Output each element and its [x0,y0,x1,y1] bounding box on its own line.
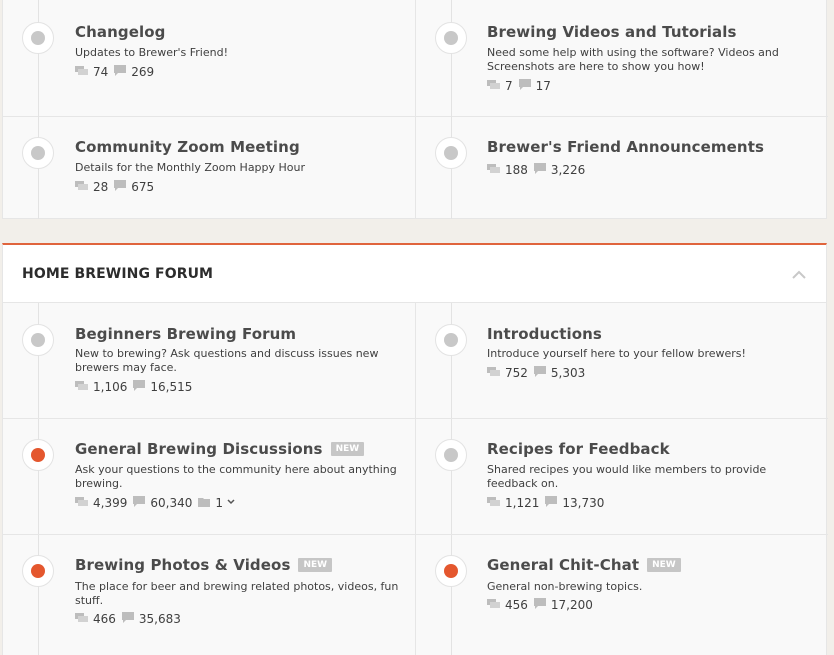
messages-count: 3,226 [550,163,586,177]
forum-stats [75,496,241,510]
new-badge: NEW [298,558,332,572]
messages-icon [133,496,145,510]
messages-icon [534,366,546,380]
row-divider [3,116,828,117]
threads-icon [75,496,88,510]
messages-count: 35,683 [138,612,181,626]
forum-stats [75,612,187,626]
row-divider [3,534,828,535]
column-divider [415,303,416,655]
forum-node-icon [435,555,467,587]
forum-node-icon [22,555,54,587]
messages-count: 60,340 [150,496,193,510]
forum-title[interactable]: Brewing Videos and Tutorials [487,23,737,41]
forum-title[interactable]: Community Zoom Meeting [75,138,300,156]
messages-icon [122,612,134,626]
threads-icon [487,598,500,612]
folder-icon [198,496,210,510]
forum-description: Shared recipes you would like members to provide feedback on. [487,463,767,490]
messages-count: 13,730 [562,496,605,510]
subforums-count: 1 [215,496,223,510]
forum-block-top [2,0,827,219]
forum-title[interactable]: Changelog [75,23,166,41]
forum-title[interactable]: Recipes for Feedback [487,440,670,458]
messages-icon [114,180,126,194]
threads-icon [487,366,500,380]
column-divider [415,0,416,219]
new-badge: NEW [647,558,681,572]
forum-item-recipes-feedback[interactable] [487,440,670,458]
forum-node-icon [22,22,54,54]
messages-icon [114,65,126,79]
messages-count: 675 [131,180,155,194]
forum-title[interactable]: Introductions [487,325,602,343]
threads-count: 1,121 [505,496,540,510]
forum-title[interactable]: Brewing Photos & Videos [75,556,291,574]
forum-description: Updates to Brewer's Friend! [75,46,228,59]
forum-node-icon [435,324,467,356]
forum-description: General non-brewing topics. [487,580,643,593]
forum-item-changelog[interactable] [75,23,165,41]
forum-description: Introduce yourself here to your fellow brewers! [487,347,746,360]
threads-count: 74 [93,65,109,79]
subforums-toggle[interactable] [198,496,235,510]
forum-stats [75,380,198,394]
forum-stats [487,79,557,93]
forum-stats [487,163,591,177]
messages-icon [133,380,145,394]
threads-count: 466 [93,612,116,626]
forum-item-general-brewing[interactable] [75,440,364,458]
threads-count: 752 [505,366,528,380]
forum-item-photos-videos[interactable] [75,556,332,574]
forum-node-icon [22,324,54,356]
forum-item-introductions[interactable] [487,325,602,343]
messages-icon [534,598,546,612]
forum-stats [487,496,610,510]
forum-item-beginners[interactable] [75,325,296,343]
chevron-down-icon[interactable] [227,498,235,508]
forum-title[interactable]: Brewer's Friend Announcements [487,138,764,156]
threads-icon [75,380,88,394]
forum-node-icon [22,439,54,471]
forum-stats [75,180,160,194]
forum-stats [487,366,591,380]
forum-description: Details for the Monthly Zoom Happy Hour [75,161,306,174]
messages-icon [534,163,546,177]
forum-title[interactable]: General Brewing Discussions [75,440,323,458]
threads-icon [75,180,88,194]
forum-node-icon [435,439,467,471]
forum-node-icon [435,22,467,54]
threads-icon [487,163,500,177]
threads-count: 456 [505,598,528,612]
forum-node-icon [22,137,54,169]
chevron-up-icon[interactable] [792,267,806,281]
forum-title[interactable]: General Chit-Chat [487,556,640,574]
category-header[interactable] [3,245,826,303]
forum-item-chit-chat[interactable] [487,556,681,574]
forum-item-community-zoom[interactable] [75,138,300,156]
messages-icon [519,79,531,93]
forum-description: New to brewing? Ask questions and discuss issues new brewers may face. [75,347,379,374]
forum-item-brewing-videos[interactable] [487,23,737,41]
threads-count: 28 [93,180,109,194]
messages-count: 5,303 [550,366,586,380]
category-title[interactable]: HOME BREWING FORUM [22,266,214,282]
messages-count: 269 [131,65,155,79]
threads-count: 4,399 [93,496,128,510]
forum-description: Ask your questions to the community here about anything brewing. [75,463,397,490]
forum-stats [487,598,599,612]
threads-icon [75,65,88,79]
threads-icon [487,496,500,510]
messages-count: 17 [535,79,551,93]
messages-count: 17,200 [550,598,593,612]
row-divider [3,418,828,419]
forum-description: Need some help with using the software? Videos and Screenshots are here to show you how! [487,46,779,73]
forum-stats [75,65,160,79]
threads-count: 1,106 [93,380,128,394]
forum-block-home-brewing [2,243,827,655]
threads-count: 7 [505,79,513,93]
threads-count: 188 [505,163,528,177]
forum-item-announcements[interactable] [487,138,764,156]
messages-count: 16,515 [150,380,193,394]
threads-icon [487,79,500,93]
forum-title[interactable]: Beginners Brewing Forum [75,325,297,343]
threads-icon [75,612,88,626]
messages-icon [545,496,557,510]
forum-node-icon [435,137,467,169]
forum-description: The place for beer and brewing related photos, videos, fun stuff. [75,580,399,607]
new-badge: NEW [331,442,365,456]
